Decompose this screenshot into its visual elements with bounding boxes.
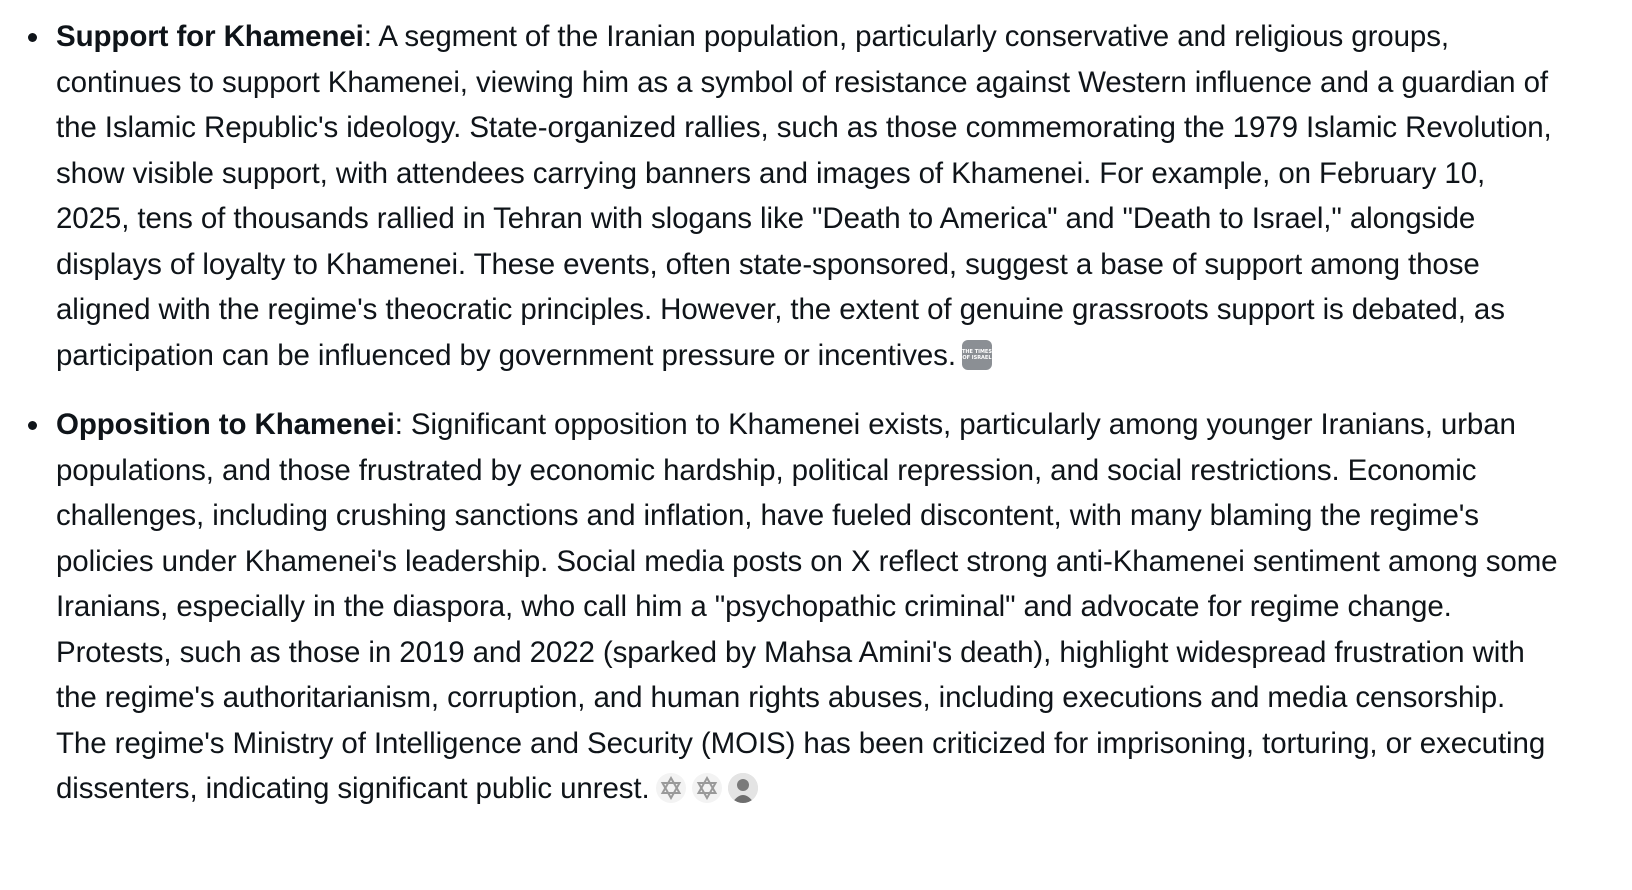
bullet-lead: Opposition to Khamenei: [56, 408, 395, 441]
bullet-support-for-khamenei: [0, 14, 1562, 378]
bullet-lead: Support for Khamenei: [56, 20, 364, 53]
bullet-text: Significant opposition to Khamenei exists, particularly among younger Iranians, urban populations, and those frustrated by economic hardship, political repression, and social restrictions. Economic challenges, including crushing sanctions and inflation, have fueled discontent, with many blaming the regime's policies under Khamenei's leadership. Social media posts on X reflect strong anti-Khamenei sentiment among some Iranians, especially in the diaspora, who call him a "psychopathic criminal" and advocate for regime change. Protests, such as those in 2019 and 2022 (sparked by Mahsa Amini's death), highlight widespread frustration with the regime's authoritarianism, corruption, and human rights abuses, including executions and media censorship. The regime's Ministry of Intelligence and Security (MOIS) has been criticized for imprisoning, torturing, or executing dissenters, indicating significant public unrest.: [56, 408, 1558, 805]
bullet-separator: :: [394, 408, 403, 441]
citation-group: [650, 772, 758, 805]
bullet-dot: [28, 421, 37, 430]
times-of-israel-logo-icon[interactable]: THE TIMES OF ISRAEL: [962, 340, 992, 370]
bullet-list: [0, 14, 1562, 812]
bullet-text: A segment of the Iranian population, particularly conservative and religious groups, continues to support Khamenei, viewing him as a symbol of resistance against Western influence and a guardian of the Islamic Republic's ideology. State-organized rallies, such as those commemorating the 1979 Islamic Revolution, show visible support, with attendees carrying banners and images of Khamenei. For example, on February 10, 2025, tens of thousands rallied in Tehran with slogans like "Death to America" and "Death to Israel," alongside displays of loyalty to Khamenei. These events, often state-sponsored, suggest a base of support among those aligned with the regime's theocratic principles. However, the extent of genuine grassroots support is debated, as participation can be influenced by government pressure or incentives.: [56, 20, 1552, 372]
bullet-opposition-to-khamenei: [0, 402, 1562, 812]
bullet-dot: [28, 33, 37, 42]
bullet-separator: :: [363, 20, 372, 53]
citation-group: [956, 339, 992, 372]
star-of-david-icon[interactable]: [692, 773, 722, 803]
avatar-portrait-icon[interactable]: [728, 773, 758, 803]
star-of-david-icon[interactable]: [656, 773, 686, 803]
